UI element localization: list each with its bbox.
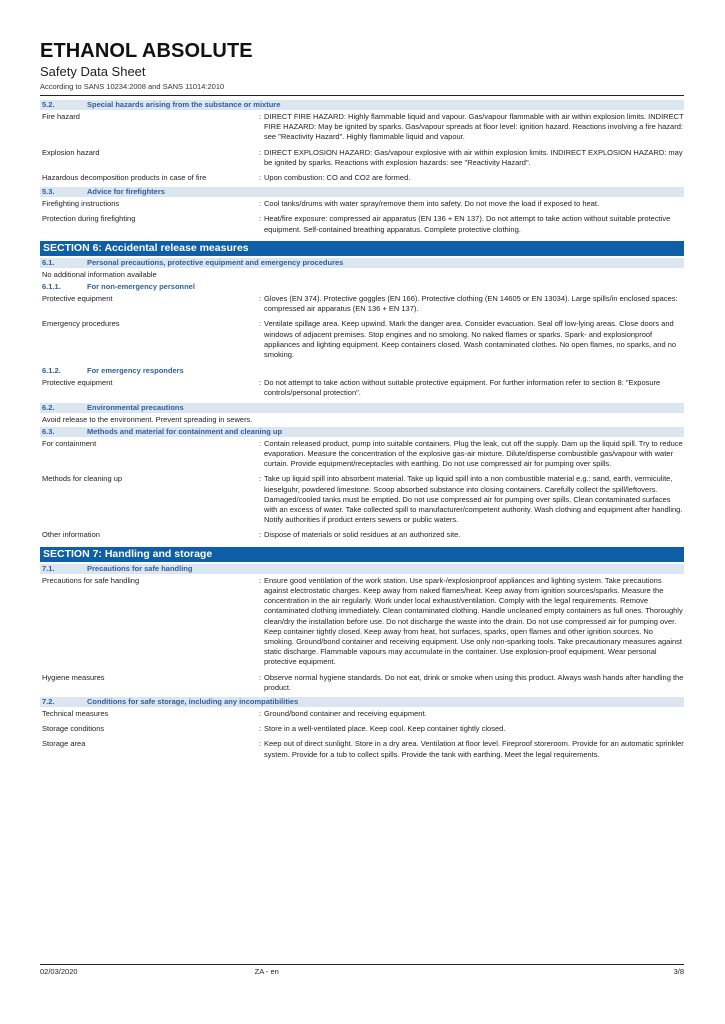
info-row: Explosion hazard : DIRECT EXPLOSION HAZARD: Gas/vapour explosive with air within explosion limits. INDIRECT EXPLOSION HAZARD: may be ignited by sparks. Reactions with explosion hazards: see "Reactivity Hazard". — [42, 147, 683, 167]
row-label: Storage area — [42, 739, 86, 749]
row-label: Hazardous decomposition products in case of fire — [42, 173, 207, 183]
info-row: Firefighting instructions : Cool tanks/drums with water spray/remove them into safety. Do not move the load if exposed to heat. — [40, 199, 684, 209]
subsection-title: Precautions for safe handling — [87, 563, 193, 573]
subsection-number: 6.1.2. — [42, 366, 61, 376]
row-label: Fire hazard — [42, 112, 80, 121]
row-value: Dispose of materials or solid residues at an authorized site. — [264, 530, 461, 540]
subsection-title: Special hazards arising from the substance or mixture — [87, 100, 281, 109]
section-header-6: SECTION 6: Accidental release measures — [40, 241, 684, 256]
subsection-header-7-2 — [40, 697, 684, 707]
sds-page — [40, 40, 684, 760]
row-value: Heat/fire exposure: compressed air apparatus (EN 136 + EN 137). Do not attempt to take action without suitable protective equipment. Self-contained breathing apparatus. Complete protective clothing. — [264, 214, 671, 234]
subsection-header-6-1 — [40, 258, 684, 268]
info-row: Storage area : Keep out of direct sunlight. Store in a dry area. Ventilation at floor level. Fireproof storeroom. Provide for an automatic sprinkler system. Provide for a tub to collect spills. Provide the tank with earthing. Meet the legal requirements. — [42, 739, 684, 759]
row-value: Ensure good ventilation of the work station. Use spark-/explosionproof appliances and lighting system. Take precautions against electrostatic charges. Keep away from naked flames/heat. Keep away from ignition sources/sparks. Measure the concentration in the air regularly. Work under local exhaust/ventilation. Comply with the legal requirements. Remove contaminated clothing immediately. Clean contaminated clothing. Handle uncleaned empty containers as full ones. Thoroughly clean/dry the installation before use. Do not discharge the waste into the drain. Do not use compressed air for pumping over. Keep container tightly closed. Keep away from heat, hot surfaces, sparks, open flames and other ignition sources. No smoking. Ground/bond container and receiving equipment. Use only non-sparking tools. Take precautionary measures against static discharge. Flammable vapours may accumulate in the container. Use explosion-proof equipment. Wear personal protective equipment. — [264, 575, 683, 667]
info-row: Fire hazard : DIRECT FIRE HAZARD: Highly flammable liquid and vapour. Gas/vapour flammable with air within explosion limits. INDIRECT FIRE HAZARD: May be ignited by sparks. Gas/vapour spreads at floor level: ignition hazard. Reactions involving a fire hazard: see "Reactivity Hazard". Highly flammable liquid and vapour. — [42, 112, 684, 142]
info-row: Other information : Dispose of materials or solid residues at an authorized site. — [40, 530, 684, 540]
regulation-reference: According to SANS 10234:2008 and SANS 11014:2010 — [40, 82, 225, 91]
row-label: Technical measures — [42, 708, 109, 718]
row-label: Firefighting instructions — [42, 199, 120, 209]
subsection-number: 7.2. — [42, 696, 55, 706]
row-value: Cool tanks/drums with water spray/remove them into safety. Do not move the load if exposed to heat. — [264, 199, 600, 209]
row-label: Protective equipment — [42, 294, 113, 304]
subsection-title: Methods and material for containment and cleaning up — [87, 426, 283, 436]
row-label: Explosion hazard — [42, 147, 100, 157]
subsection-title: Conditions for safe storage, including any incompatibilities — [87, 696, 299, 706]
subsection-number: 6.1.1. — [42, 282, 61, 292]
subsection-header-5-3 — [40, 187, 684, 197]
row-label: Protective equipment — [42, 378, 113, 388]
subsection-number: 5.3. — [42, 187, 55, 197]
row-label: Emergency procedures — [42, 319, 120, 329]
section-note: No additional information available — [42, 269, 157, 279]
row-value: Gloves (EN 374). Protective goggles (EN 166). Protective clothing (EN 14605 or EN 13034). Large spills/in enclosed spaces: compressed air apparatus (EN 136 + EN 137). — [264, 294, 678, 314]
row-label: Methods for cleaning up — [42, 474, 123, 484]
row-value: Observe normal hygiene standards. Do not eat, drink or smoke when using this product. Always wash hands after handling the product. — [264, 672, 684, 692]
subsection-number: 7.1. — [42, 563, 55, 573]
subsection-title: Personal precautions, protective equipment and emergency procedures — [87, 257, 344, 267]
subsection-number: 6.1. — [42, 257, 55, 267]
row-label: For containment — [42, 438, 97, 448]
subsection-header-5-2 — [40, 100, 684, 110]
subsection-number: 6.2. — [42, 402, 55, 412]
subsection-number: 6.3. — [42, 426, 55, 436]
row-label: Storage conditions — [42, 724, 105, 734]
row-value: Ventilate spillage area. Keep upwind. Mark the danger area. Consider evacuation. Seal off low-lying areas. Close doors and windows of adjacent premises. Stop engines and no smoking. No naked flames or sparks. Spark- and explosionproof appliances and lighting equipment. Keep containers closed. Wash contaminated clothes. No open flames, no sparks, and no smoking. — [264, 319, 677, 360]
page-footer — [40, 964, 684, 977]
info-row: Technical measures : Ground/bond container and receiving equipment. — [40, 709, 684, 719]
row-label: Other information — [42, 530, 100, 540]
footer-language: ZA - en — [254, 967, 279, 976]
info-row: Emergency procedures : Ventilate spillage area. Keep upwind. Mark the danger area. Consider evacuation. Seal off low-lying areas. Close doors and windows of adjacent premises. Stop engines and no smoking. No naked flames or sparks. Spark- and explosionproof appliances and lighting equipment. Keep containers closed. Wash contaminated clothes. No open flames, no sparks, and no smoking. — [40, 319, 684, 360]
document-type: Safety Data Sheet — [40, 64, 146, 79]
info-row: Protective equipment : Do not attempt to take action without suitable protective equipment. For further information refer to section 8: "Exposure controls/personal protection". — [40, 378, 684, 398]
header-divider — [40, 95, 684, 96]
info-row: Protective equipment : Gloves (EN 374). Protective goggles (EN 166). Protective clothing (EN 14605 or EN 13034). Large spills/in enclosed spaces: compressed air apparatus (EN 136 + EN 137). — [40, 294, 684, 314]
row-value: Upon combustion: CO and CO2 are formed. — [264, 173, 411, 183]
info-row: For containment : Contain released product, pump into suitable containers. Plug the leak, cut off the supply. Dam up the liquid spill. Try to reduce evaporation. Measure the concentration of the explosive gas-air mixture. Dilute/disperse combustible gas/vapour with water curtain. Provide equipment/receptacles with earthing. Do not use compressed air for pumping over spills. — [42, 438, 683, 469]
footer-date: 02/03/2020 — [40, 967, 78, 976]
row-value: DIRECT FIRE HAZARD: Highly flammable liquid and vapour. Gas/vapour flammable with air within explosion limits. INDIRECT FIRE HAZARD: May be ignited by sparks. Gas/vapour spreads at floor level: ignition hazard. Reactions involving a fire hazard: see "Reactivity Hazard". Highly flammable liquid and vapour. — [264, 112, 684, 142]
info-row: Hazardous decomposition products in case of fire : Upon combustion: CO and CO2 are formed. — [40, 173, 684, 183]
section-note: Avoid release to the environment. Prevent spreading in sewers. — [42, 414, 253, 424]
subsection-header-6-3 — [40, 427, 684, 437]
row-value: Ground/bond container and receiving equipment. — [264, 708, 427, 718]
subsection-header-6-2 — [40, 403, 684, 413]
info-row: Precautions for safe handling : Ensure good ventilation of the work station. Use spark-/explosionproof appliances and lighting system. Take precautions against electrostatic charges. Keep away from naked flames/heat. Keep away from ignition sources/sparks. Measure the concentration in the air regularly. Work under local exhaust/ventilation. Comply with the legal requirements. Remove contaminated clothing immediately. Clean contaminated clothing. Handle uncleaned empty containers as full ones. Thoroughly clean/dry the installation before use. Do not discharge the waste into the drain. Do not use compressed air for pumping over. Keep container tightly closed. Keep away from heat, hot surfaces, sparks, open flames and other ignition sources. No smoking. Ground/bond container and receiving equipment. Use only non-sparking tools. Take precautionary measures against static discharge. Flammable vapours may accumulate in the container. Use explosion-proof equipment. Wear personal protective equipment. — [42, 575, 683, 667]
subsection-title: Environmental precautions — [87, 402, 184, 412]
row-label: Hygiene measures — [42, 672, 105, 682]
info-row: Storage conditions : Store in a well-ventilated place. Keep cool. Keep container tightly closed. — [40, 724, 684, 734]
footer-page-number: 3/8 — [673, 967, 685, 976]
subsection-title: For non-emergency personnel — [87, 282, 195, 292]
info-row: Hygiene measures : Observe normal hygiene standards. Do not eat, drink or smoke when using this product. Always wash hands after handling the product. — [42, 672, 684, 692]
subsection-title: For emergency responders — [87, 366, 184, 376]
subsection-number: 5.2. — [42, 100, 55, 109]
info-row: Methods for cleaning up : Take up liquid spill into absorbent material. Take up liquid spill into a non combustible material e.g.: sand, earth, vermiculite, kieselguhr, powdered limestone. Scoop absorbed substance into closing containers. Carefully collect the spill/leftovers. Damaged/cooled tanks must be emptied. Do not use compressed air for pumping over spills. Clean contaminated surfaces with an excess of water. Take collected spill to manufacturer/competent authority. Wash clothing and equipment after handling. Notify authorities if product enters sewers or public waters. — [42, 474, 683, 525]
section-header-7: SECTION 7: Handling and storage — [40, 547, 684, 562]
row-value: Keep out of direct sunlight. Store in a dry area. Ventilation at floor level. Fireproof storeroom. Provide for an automatic sprinkler system. Provide for a tub to collect spills. Provide the tank with earthing. Meet the legal requirements. — [264, 739, 684, 759]
row-value: Store in a well-ventilated place. Keep cool. Keep container tightly closed. — [264, 724, 506, 734]
row-value: Contain released product, pump into suitable containers. Plug the leak, cut off the supply. Dam up the liquid spill. Try to reduce evaporation. Measure the concentration of the explosive gas-air mixture. Dilute/disperse combustible gas/vapour with water curtain. Provide equipment/receptacles with earthing. Do not use compressed air for pumping over spills. — [264, 438, 683, 469]
row-label: Protection during firefighting — [42, 214, 136, 224]
subsection-header-6-1-1 — [40, 282, 684, 292]
product-name: ETHANOL ABSOLUTE — [40, 40, 253, 62]
info-row: Protection during firefighting : Heat/fire exposure: compressed air apparatus (EN 136 + EN 137). Do not attempt to take action without suitable protective equipment. Self-contained breathing apparatus. Complete protective clothing. — [40, 214, 684, 234]
row-value: DIRECT EXPLOSION HAZARD: Gas/vapour explosive with air within explosion limits. INDIRECT EXPLOSION HAZARD: may be ignited by sparks. Reactions with explosion hazards: see "Reactivity Hazard". — [264, 147, 683, 167]
subsection-title: Advice for firefighters — [87, 187, 165, 197]
subsection-header-6-1-2 — [40, 366, 684, 376]
subsection-header-7-1 — [40, 564, 684, 574]
row-label: Precautions for safe handling — [42, 575, 140, 585]
row-value: Do not attempt to take action without suitable protective equipment. For further information refer to section 8: "Exposure controls/personal protection". — [264, 378, 661, 398]
row-value: Take up liquid spill into absorbent material. Take up liquid spill into a non combustible material e.g.: sand, earth, vermiculite, kieselguhr, powdered limestone. Scoop absorbed substance into closing containers. Carefully collect the spill/leftovers. Damaged/cooled tanks must be emptied. Do not use compressed air for pumping over spills. Clean contaminated surfaces with an excess of water. Take collected spill to manufacturer/competent authority. Wash clothing and equipment after handling. Notify authorities if product enters sewers or public waters. — [264, 474, 683, 525]
